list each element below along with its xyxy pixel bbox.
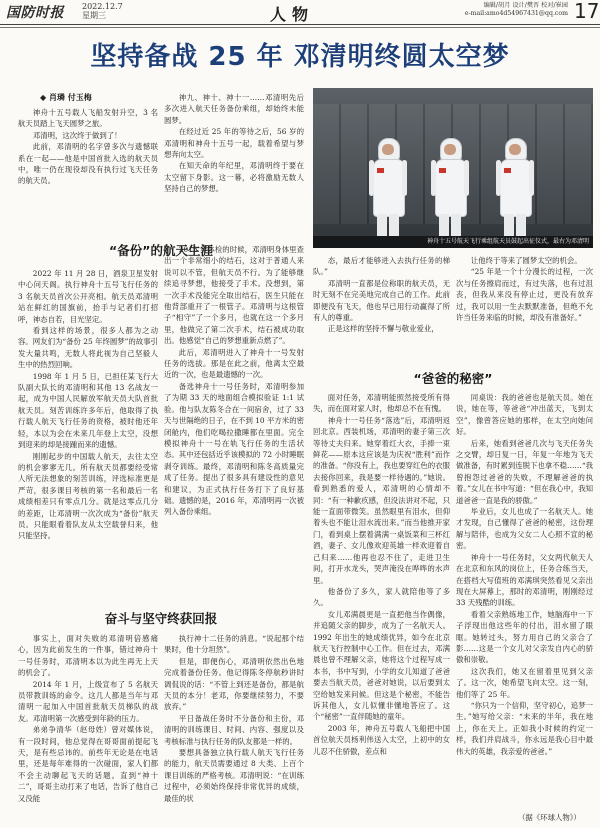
- email-line: e-mail:amo4d54967431@qq.com: [464, 10, 568, 17]
- issue-date: [82, 2, 123, 20]
- column-1-bottom: [18, 633, 158, 823]
- paragraph: 神舟十五号载人飞船发射升空，3 名航天员踏上飞天圆梦之旅。: [18, 108, 158, 129]
- paragraph: 2003 年，神舟五号载人飞船把中国首位航天员杨利伟送入太空，上初中的女儿忍不住骄傲，差点和: [313, 723, 450, 756]
- column-2-bottom: [164, 633, 304, 823]
- paragraph: 同桌说：我的爸爸也是航天员。她在说，她在等，等爸爸“冲出蓝天，飞到太空”，像曾答应她的那样，在太空向她问好。: [456, 393, 593, 437]
- editor-credits: [438, 2, 568, 18]
- astronaut-figure: [433, 138, 467, 236]
- paragraph: 正是这样的坚持不懈与敬业爱业，: [327, 324, 439, 334]
- paragraph: 在经过近 25 年的等待之后，56 岁的邓清明和神舟十五号一起，载着希望与梦想奔向太空。: [164, 127, 304, 160]
- section-title: 人物: [270, 5, 315, 24]
- paragraph: 面对任务，邓清明能照然接受所有得失，而在面对家人时，他却总不在有愧。: [313, 393, 450, 414]
- paragraph: 毕业后，女儿也成了一名航天人。她才发现，自己懂得了爸爸的秘密，这份理解与陪伴，也成为父女二人心照不宣的秘密。: [456, 507, 593, 551]
- paragraph: 女儿邓满晨更是一直把他当作偶像，并追随父亲的脚步，成为了一名航天人。1992 年出生的她成绩优异，如今在北京航天飞行控制中心工作。但在过去，邓满晨也曾不理解父亲，她将这个过程写成一本书，书中写到，小学的女儿知道了爸爸要去当航天员，爸爸对她说，以后要到太空给她发来问候。但这是个秘密，不能告诉其他人，女儿似懂非懂地答应了。这个“秘密”一直伴随她的童年。: [313, 609, 450, 722]
- paragraph: 在知天命的年纪里，邓清明终于要在太空留下身影。这一幕，必将激励无数人坚持自己的梦想。: [164, 161, 304, 194]
- photo-caption: 神舟十五号航天飞行乘组航天员鼓起出征仪式，最右为邓清明: [313, 236, 593, 248]
- page-number: 17: [574, 0, 600, 23]
- paragraph: 1998 年 1 月 5 日，已担任某飞行大队副大队长的邓清明和其他 13 名战友一起，成为中国人民解放军航天员大队首批航天员。刻苦训练许多年后，他取得了执行载人航天飞行任务的资格，被时他还年轻，本以为会在未来几年登上太空，没想到迎来的却是接踵而来的遗憾。: [18, 371, 158, 450]
- paragraph: 邓清明，这次终于做到了！: [32, 130, 122, 140]
- paragraph: 弟弟争清华（赵母姓）曾对媒体说，有一段时间，他总觉得在哥哥面前提起飞天，是有些忌讳的。前些年无论是在电话里，还是每年难得的一次碰面，家人们都不会主动聊起飞天的话题。直到“神十二”，哥哥主动打来了电话，告诉了他自己又没能: [18, 725, 158, 803]
- paragraph: 此后，邓清明进入了神舟十一号发射任务的选拔。那是在此之前，他离太空最近的一次，也是最遗憾的一次。: [164, 347, 304, 380]
- section-heading-persistence: [18, 609, 304, 627]
- paragraph: 要想具备独立执行载人航天飞行任务的能力，航天员需要通过 8 大类、上百个课目训练的严格考核。邓清明说：“在训练过程中，必须始终保持非常优异的成绩，最佳的状: [164, 748, 304, 803]
- astronaut-figure: [371, 138, 405, 236]
- section-heading-text: “备份”的航天生涯: [109, 243, 213, 258]
- astronaut-figure: [498, 138, 532, 236]
- newspaper-logo: 国防时报: [6, 5, 64, 21]
- paragraph: 看到这样的场景，很多人都为之动容。网友们为“备份 25 年终圆梦”的故事引发大量共鸣，无数人将此视为自己坚毅人生中的热烈回响。: [18, 326, 158, 370]
- weekday-text: 星期三: [82, 11, 106, 20]
- paragraph: 刚刚起步的中国载人航天，去往太空的机会寥寥无几。所有航天员都要经受常人所无法想象的刻苦训练，评选标准更是严苛，很多课目考核的第一名和最后一名成绩相差只有零点几分。就是这零点几分的差距，让邓清明一次次成为“备份”航天员。只能眼看着队友从太空载誉归来，他只能坚持。: [18, 451, 158, 541]
- paragraph: 看着父亲熟练地工作，她脑海中一下子浮现出他这些年的付出，泪水留了眼眶。她转过头，努力用自己的父亲合了影……这是一个女儿对父亲发自内心的骄傲和崇敬。: [456, 609, 593, 665]
- editor-line: 编辑/胡月 设计/樊晋 校对/崔园: [483, 2, 568, 9]
- paragraph: 后来，她看到爸爸几次与飞天任务失之交臂，却日复一日，年复一年地为飞天做准备，有时累到连脱下也拿不稳……“我曾抱怨过爸爸的失败，不理解爸爸的执着。”女儿在书中写道：“但在我心中，我知道爸爸一直是我的骄傲。”: [456, 438, 593, 505]
- source-signature: （据《环球人物》）: [518, 813, 581, 822]
- column-2-body: [164, 244, 304, 590]
- paragraph: 态，最后才能够进入去执行任务的梯队。”: [313, 256, 450, 277]
- column-2-intro: [164, 92, 304, 228]
- paragraph: 执行神十二任务的消息。“说起那个结果时，他十分坦然”。: [164, 634, 304, 655]
- paragraph: 这次我们，她又在留着里见到父亲了。这一次，她希望飞向太空。这一刻，他们等了 25 年。: [456, 666, 593, 699]
- paragraph: 他备份了多久，家人就陪他等了多久。: [313, 586, 450, 608]
- paragraph: “25 年是一个十分漫长的过程，一次次与任务擦肩而过，有过失落，也有过沮丧，但我从来没有停止过，更没有放弃过，我可以用一生去默默准备，但绝不允许当任务来临的时候，却没有准备好。”: [456, 267, 593, 323]
- paragraph: 2014 年 1 月，上级宣布了 5 名航天员带教训练的命令。这几人都是当年与邓清明一起加入中国首批航天员梯队的战友。邓清明第一次感受到年龄的压力。: [18, 679, 158, 723]
- column-3-body: [313, 392, 450, 808]
- paragraph: 备选神舟十一号任务时，邓清明参加了为期 33 天的地面组合模拟验证 1:1 试验。他与队友陈冬合在一间宿舍，过了 33 天与世隔绝的日子，在不到 10 平方米的密闭舱内，他们吃喝拉撒睡都在里面。完全模拟神舟十一号在轨飞行任务的生活状态。其中还包括近乎该模拟的 72 小时睡眠剥夺训练。最终，邓清明和陈冬高质量完成了任务。提出了很多具有建设性的意见和建议，为正式执行任务打下了良好基础。遗憾的是，2016 年，邓清明再一次被列入备份乘组。: [164, 381, 304, 517]
- masthead: [0, 0, 600, 25]
- paragraph: “你只为一个信仰，坚守初心，追梦一生。”她写给父亲：“未来的半年，我在地上，你在天上。正如我小时候的约定一样，我们并肩战斗，你永远是我心目中最伟大的英雄，我亲爱的爸爸。”: [456, 700, 593, 756]
- paragraph: 让他终于等来了圆梦太空的机会。: [470, 256, 582, 265]
- paragraph: 邓清明一直都是位称职的航天员，无时无刻不在完美地完成自己的工作。此前即便没有飞天，他也早已用行动赢得了所有人的尊重。: [313, 278, 450, 323]
- header-rule: [0, 27, 600, 28]
- column-1-body: [18, 268, 158, 544]
- article-headline: 坚持备战 25 年 邓清明终圆太空梦: [90, 42, 510, 72]
- paragraph: 事实上，面对失败的邓清明倍感痛心，因为此前发生的一件事，错过神舟十一号任务时，邓清明本以为此生再无上天的机会了。: [18, 634, 158, 678]
- column-4-body: [456, 392, 593, 808]
- section-heading-text: “爸爸的秘密”: [413, 371, 493, 386]
- paragraph: 平日备战任务时不分备份和主份，邓清明的训练课目、时间、内容、强度以及考核标准与执行任务的队友都是一样的。: [164, 713, 304, 746]
- paragraph: 2013 年体检的时候，邓清明身体里查出一个非常细小的结石，这对于普通人来说可以不管，但航天员不行。为了能够继续追寻梦想，他接受了手术。没想到，第一次手术没能完全取出结石，医生只能在他背部重开了一根管子。邓清明与这根管子“相守”了一个多月，也就在这一个多月里，他做完了第二次手术，结石被成功取出。他感觉“自己的梦想重新点燃了”。: [164, 245, 304, 346]
- paragraph: 神舟十一号任务“落选”后，邓清明返回北京。西装机场，邓清明的妻子第三次等待丈夫归来。她穿着红大衣，手捧一束鲜花——原本这应该是为庆祝“胜利”而作的准备。“你没有上，我也要穿红色的衣服去接你回来，我是要一样待遇的。”她说。看到熟悉的爱人，邓清明的心情却不同：“有一种歉疚感，但没法讲对不起，只能一直面带微笑。虽然眼里有泪水，但仰着头也不能让泪水流出来。”而当他推开家门，看到桌上摆着满满一桌饭菜和三杯红酒，妻子、女儿像欢迎英雄一样欢迎着自己归来……他再也忍不住了，走进卫生间，打开水龙头，哭声淹没在哗哗的水声里。: [313, 415, 450, 585]
- paragraph: 此前，邓清明的名字曾多次与遗憾联系在一起——他是中国首批入选的航天员中，唯一仍在现役却没有执行过飞天任务的航天员。: [18, 142, 158, 186]
- date-text: 2022.12.7: [82, 2, 123, 11]
- astronaut-photo: [313, 88, 593, 248]
- section-heading-dad-secret: [313, 369, 593, 387]
- author-byline: ◆ 肖璘 付玉梅: [40, 92, 92, 102]
- paragraph: 2022 年 11 月 28 日，酒泉卫星发射中心问天阁。执行神舟十五号飞行任务的 3 名航天员首次公开亮相。航天员邓清明站在鲜红的国旗前，抬手与记者们打招呼，神态自若，目光坚定。: [18, 269, 158, 324]
- paragraph: 神舟十一号任务时，父女两代航天人在北京和东风的岗位上，任务合练当天，在搭档大写值班的邓满琪突然看见父亲出现在大屏幕上，那时的邓清明，刚刚经过 33 天残酷的训练。: [456, 552, 593, 608]
- paragraph: 神九、神十、神十一……邓清明先后多次进入航天任务备份乘组，却始终未能圆梦。: [164, 93, 304, 125]
- column-3-top: [313, 255, 450, 365]
- column-4-top: [456, 255, 593, 365]
- paragraph: 但是，即便伤心，邓清明依然出色地完成着备份任务。他记得陈冬停航秒讲时调侃说的话：“不管上到还是备份，都是航天员的本分！老邓，你要继续努力，不要放弃。”: [164, 656, 304, 712]
- section-heading-text: 奋斗与坚守终获回报: [104, 611, 218, 626]
- column-1-intro: [18, 107, 158, 227]
